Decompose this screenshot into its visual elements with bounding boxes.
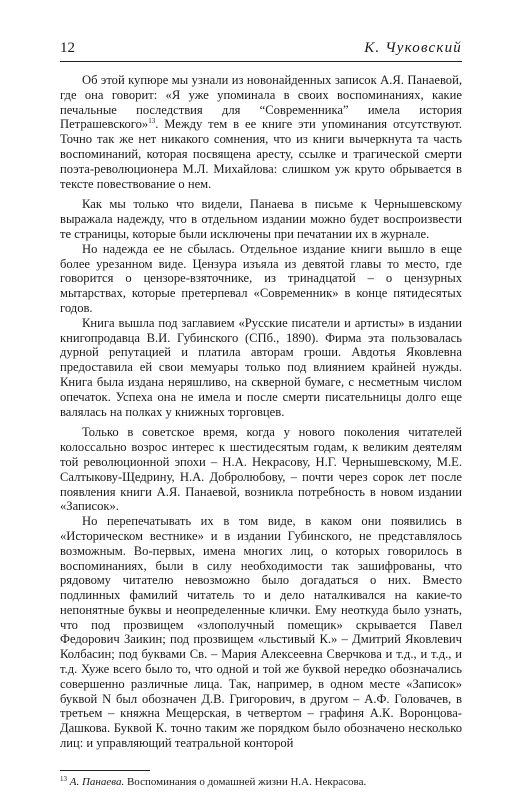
page-header [60, 40, 462, 58]
paragraph: Но надежда ее не сбылась. Отдельное издание книги вышло в еще более урезанном виде. Цензура изъяла из девятой главы то место, где говорится о цензоре-взяточнике, из тринадцатой – о цензурных мытарствах, которые претерпевал «Современник» в конце пятидесятых годов. [60, 241, 462, 315]
footnote-ref[interactable]: 13 [148, 117, 156, 126]
footnote-rule [60, 770, 150, 771]
paragraph: Но перепечатывать их в том виде, в каком они появились в «Историческом вестнике» и в издании Губинского, не представлялось возможным. Во-первых, имена многих лиц, о которых говорилось в воспоминаниях, были в силу необходимости так зашифрованы, что рядовому читателю невозможно было догадаться о них. Вместо подлинных фамилий читатель то и дело наталкивался на какие-то непонятные буквы и неопределенные клички. Ему неоткуда было узнать, что под прозвищем «злополучный помещик» скрывается Павел Федорович Заикин; под прозвищем «льстивый К.» – Дмитрий Яковлевич Колбасин; под буквами Св. – Мария Алексеевна Сверчкова и т.д., и т.д., и т.д. Хуже всего было то, что одной и той же буквой нередко обозначались совершенно различные лица. Так, например, в одном месте «Записок» буквой N был обозначен Д.В. Григорович, в другом – А.Ф. Головачев, в третьем – княжна Мещерская, в четвертом – графиня А.К. Воронцова-Дашкова. Буквой К. точно таким же порядком было обозначено несколько лиц: и управляющий театральной конторой [60, 514, 462, 751]
footnote-number: 13 [60, 775, 67, 783]
paragraph: Только в советское время, когда у нового поколения читателей колоссально возрос интерес к шестидесятым годам, к великим деятелям той революционной эпохи – Н.А. Некрасову, Н.Г. Чернышевскому, М.Е. Салтыкову-Щедрину, Н.А. Добролюбову, – почти через сорок лет после появления книги А.Я. Панаевой, возникла потребность в новом издании «Записок». [60, 425, 462, 514]
footnote-title: Воспоминания о домашней жизни Н.А. Некрасова. [126, 776, 367, 788]
page-number: 12 [60, 40, 75, 56]
body-text [60, 73, 462, 751]
paragraph: Как мы только что видели, Панаева в письме к Чернышевскому выражала надежду, что в отдельном издании можно будет воспроизвести те страницы, которые были исключены при печатании их в журнале. [60, 197, 462, 241]
footnote-author: А. Панаева. [69, 776, 125, 788]
header-rule [60, 61, 462, 62]
running-title: К. Чуковский [364, 40, 462, 56]
paragraph: Об этой купюре мы узнали из новонайденных записок А.Я. Панаевой, где она говорит: «Я уже упоминала в своих воспоминаниях, какие печальные последствия для “Современника” имела история Петрашевского»$^{13}$. Между тем в ее книге эти упоминания отсутствуют. Точно так же нет никакого сомнения, что из книги вычеркнута та часть воспоминаний, которая посвящена аресту, ссылке и трагической смерти поэта-революционера М.Л. Михайлова: слишком уж круто обрывается в тексте повествование о нем. [60, 73, 462, 191]
paragraph: Книга вышла под заглавием «Русские писатели и артисты» в издании книгопродавца В.И. Губинского (СПб., 1890). Фирма эта пользовалась дурной репутацией и платила авторам гроши. Авдотья Яковлевна предоставила ей свои мемуары только под влиянием крайней нужды. Книга была издана неряшливо, на скверной бумаге, с несметным числом опечаток. Успеха она не имела и после смерти писательницы долго еще валялась на полках у книжных торговцев. [60, 315, 462, 419]
footnote [60, 776, 462, 789]
